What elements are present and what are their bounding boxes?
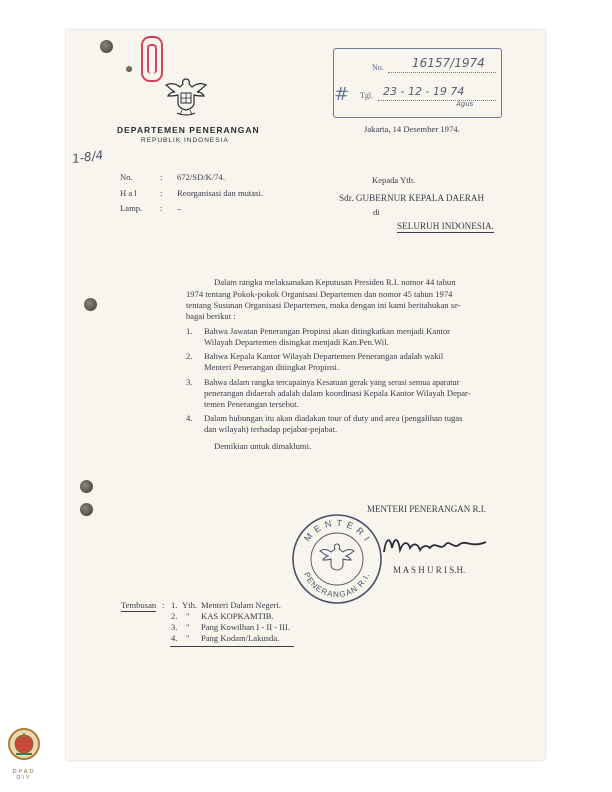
- recipient-name: Sdr. GUBERNUR KEPALA DAERAH: [339, 193, 485, 203]
- meta-value-subject: Reorganisasi dan mutasi.: [177, 188, 264, 198]
- place-date: Jakarta, 14 Desember 1974.: [364, 124, 460, 134]
- meta-label-attachment: Lamp.: [120, 203, 143, 213]
- garuda-emblem-icon: [163, 75, 209, 119]
- republic-name: REPUBLIK INDONESIA: [141, 137, 229, 144]
- list-item-number: 3.: [186, 377, 193, 387]
- cc-colon: :: [162, 600, 165, 610]
- seal-top-text: M E N T E R I: [302, 517, 373, 544]
- stamp-date-label: Tgl.: [360, 91, 374, 100]
- handwritten-signature: [380, 530, 490, 560]
- meta-value-number: 672/SD/K/74.: [177, 172, 225, 182]
- cc-item-number: 4.: [171, 633, 178, 643]
- cc-item-prefix: ": [186, 611, 190, 621]
- punch-hole: [80, 480, 93, 493]
- stamp-initials: Agus: [456, 100, 474, 108]
- signature-text: Mashuri: [380, 530, 384, 531]
- meta-label-subject: H a l: [120, 188, 137, 198]
- recipient-location: SELURUH INDONESIA.: [397, 221, 494, 231]
- cc-item-number: 3.: [171, 622, 178, 632]
- stamp-date-value: 23 - 12 - 19 74: [383, 85, 465, 98]
- stamp-number-label: No.: [372, 63, 384, 72]
- meta-label-number: No.: [120, 172, 133, 182]
- list-item-line: dan wilayah) terhadap pejabat-pejabat.: [204, 424, 338, 434]
- cc-item-prefix: ": [186, 633, 190, 643]
- list-item-line: Dalam hubungan itu akan diadakan tour of duty and area (pengalihan tugas: [204, 413, 463, 423]
- cc-divider: [170, 646, 294, 647]
- list-item-number: 4.: [186, 413, 193, 423]
- archive-emblem-icon: [6, 724, 42, 764]
- recipient-salutation: Kepada Yth.: [372, 175, 416, 185]
- closing-text: Demikian untuk dimaklumi.: [214, 441, 312, 451]
- list-item-line: temen Penerangan tersebut.: [204, 399, 299, 409]
- department-name: DEPARTEMEN PENERANGAN: [117, 125, 260, 135]
- cc-item-text: Pang Kowilhan I - II - III.: [201, 622, 291, 632]
- body-intro-line: tentang Susunan Organisasi Departemen, maka dengan ini kami beritahukan se-: [186, 300, 461, 310]
- cc-item-text: Menteri Dalam Negeri.: [201, 600, 281, 610]
- body-intro-line: Dalam rangka melaksanakan Keputusan Presiden R.I. nomor 44 tahun: [214, 277, 456, 287]
- cc-item-prefix: Yth.: [182, 600, 198, 610]
- list-item-number: 2.: [186, 351, 193, 361]
- body-intro-line: bagai berikut :: [186, 311, 236, 321]
- archive-logo-text: DPAD: [12, 769, 36, 775]
- cc-item-text: Pang Kodam/Lakusda.: [201, 633, 280, 643]
- archive-logo: [6, 724, 42, 782]
- list-item-line: Menteri Penerangan ditingkat Propinsi.: [204, 362, 340, 372]
- paper-clip-icon: [147, 44, 157, 74]
- list-item-line: Wilayah Departemen disingkat menjadi Kan.Pen.Wil.: [204, 337, 389, 347]
- stamp-number-line: [388, 72, 496, 73]
- seal-bottom-text: PENERANGAN R.I.: [302, 570, 372, 600]
- list-item-line: penerangan didaerah adalah dalam koordinasi Kepala Kantor Wilayah Depar-: [204, 388, 471, 398]
- cc-item-text: KAS KOPKAMTIB.: [201, 611, 274, 621]
- cc-item-prefix: ": [186, 622, 190, 632]
- meta-colon: :: [160, 188, 163, 198]
- margin-note: 1-8/4: [71, 147, 105, 167]
- meta-colon: :: [160, 172, 163, 182]
- signatory-name: M A S H U R I S.H.: [393, 565, 466, 575]
- recipient-at: di: [373, 207, 380, 217]
- cc-label: Tembusan: [121, 600, 157, 610]
- meta-value-attachment: –: [177, 203, 182, 213]
- cc-item-number: 1.: [171, 600, 178, 610]
- archive-logo-text: DIY: [16, 775, 32, 781]
- list-item-line: Bahwa Kepala Kantor Wilayah Departemen Penerangan adalah wakil: [204, 351, 444, 361]
- punch-hole: [100, 40, 113, 53]
- punch-hole: [84, 298, 97, 311]
- list-item-line: Bahwa Jawatan Penerangan Propinsi akan ditingkatkan menjadi Kantor: [204, 326, 451, 336]
- signatory-title: MENTERI PENERANGAN R.I.: [367, 504, 486, 514]
- stamp-mark: #: [334, 84, 350, 105]
- punch-hole: [80, 503, 93, 516]
- punch-hole: [126, 66, 132, 72]
- list-item-line: Bahwa dalam rangka tercapainya Kesatuan gerak yang serasi semua aparatur: [204, 378, 460, 387]
- body-intro-line: 1974 tentang Pokok-pokok Organisasi Departemen dan nomor 45 tahun 1974: [186, 289, 453, 299]
- cc-item-number: 2.: [171, 611, 178, 621]
- official-seal: [290, 512, 384, 606]
- stamp-number-value: 16157/1974: [412, 56, 485, 70]
- stamp-date-line: [378, 100, 496, 101]
- list-item-number: 1.: [186, 326, 193, 336]
- meta-colon: :: [160, 203, 163, 213]
